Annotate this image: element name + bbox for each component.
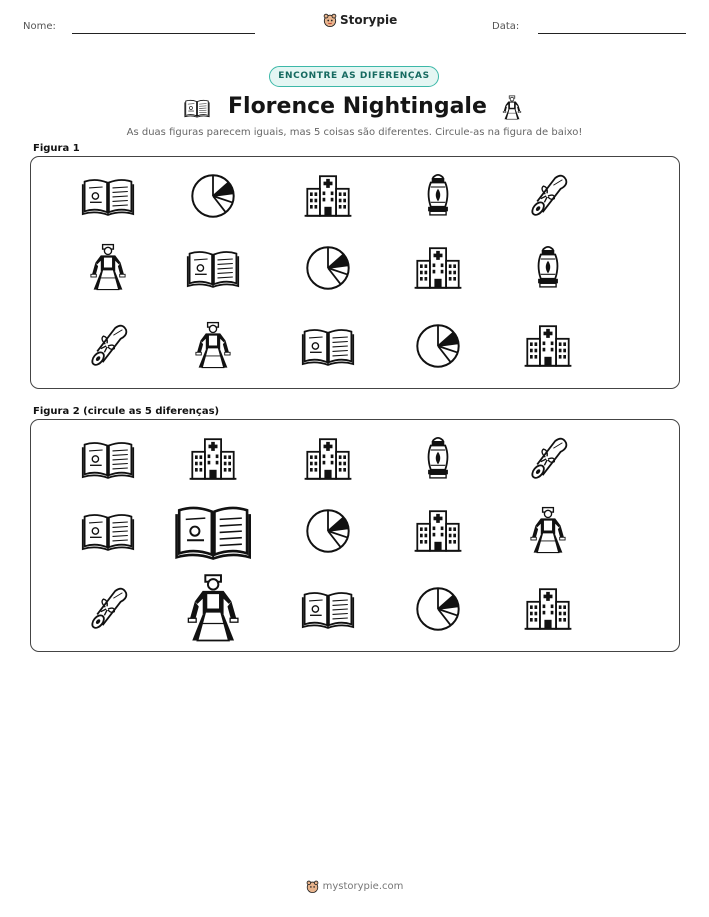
- nurse-uniform-icon: [498, 93, 526, 123]
- scroll-icon[interactable]: [81, 582, 135, 636]
- lantern-icon[interactable]: [521, 241, 575, 295]
- pie-chart-icon[interactable]: [301, 241, 355, 295]
- brand-name: Storypie: [340, 13, 398, 27]
- title-row: [0, 92, 709, 124]
- nurse-uniform-icon[interactable]: [186, 319, 240, 373]
- hospital-icon[interactable]: [411, 504, 465, 558]
- book-icon[interactable]: [301, 582, 355, 636]
- storypie-mascot-icon: [323, 13, 337, 27]
- pie-chart-icon[interactable]: [301, 504, 355, 558]
- figure1-label: Figura 1: [33, 143, 80, 154]
- pie-chart-icon[interactable]: [411, 319, 465, 373]
- nurse-uniform-icon[interactable]: [81, 241, 135, 295]
- page-title: Florence Nightingale: [228, 94, 487, 119]
- date-label: Data:: [492, 21, 520, 32]
- book-icon[interactable]: [301, 319, 355, 373]
- book-icon[interactable]: [81, 504, 135, 558]
- book-icon[interactable]: [174, 492, 252, 570]
- scroll-icon[interactable]: [81, 319, 135, 373]
- hospital-icon[interactable]: [301, 169, 355, 223]
- hospital-icon[interactable]: [186, 432, 240, 486]
- name-label: Nome:: [23, 21, 56, 32]
- storypie-mascot-icon: [306, 880, 319, 893]
- hospital-icon[interactable]: [411, 241, 465, 295]
- lantern-icon[interactable]: [411, 169, 465, 223]
- worksheet-header: [0, 0, 709, 50]
- book-icon[interactable]: [81, 432, 135, 486]
- book-icon[interactable]: [81, 169, 135, 223]
- figure2-label: Figura 2 (circule as 5 diferenças): [33, 406, 220, 417]
- footer: [0, 880, 709, 893]
- instructions: As duas figuras parecem iguais, mas 5 coisas são diferentes. Circule-as na figura de baixo!: [126, 127, 583, 138]
- hospital-icon[interactable]: [521, 582, 575, 636]
- name-field-line[interactable]: [72, 33, 255, 34]
- pie-chart-icon[interactable]: [186, 169, 240, 223]
- brand-logo: [323, 13, 397, 27]
- scroll-icon[interactable]: [521, 432, 575, 486]
- nurse-uniform-icon[interactable]: [521, 504, 575, 558]
- book-icon: [184, 95, 210, 121]
- lantern-icon[interactable]: [411, 432, 465, 486]
- activity-badge: ENCONTRE AS DIFERENÇAS: [269, 66, 439, 87]
- book-icon[interactable]: [186, 241, 240, 295]
- hospital-icon[interactable]: [521, 319, 575, 373]
- figure1-panel: [30, 156, 680, 389]
- figure2-panel: [30, 419, 680, 652]
- pie-chart-icon[interactable]: [411, 582, 465, 636]
- scroll-icon[interactable]: [521, 169, 575, 223]
- nurse-uniform-icon[interactable]: [174, 570, 252, 648]
- date-field-line[interactable]: [538, 33, 686, 34]
- hospital-icon[interactable]: [301, 432, 355, 486]
- footer-url: mystorypie.com: [322, 881, 404, 892]
